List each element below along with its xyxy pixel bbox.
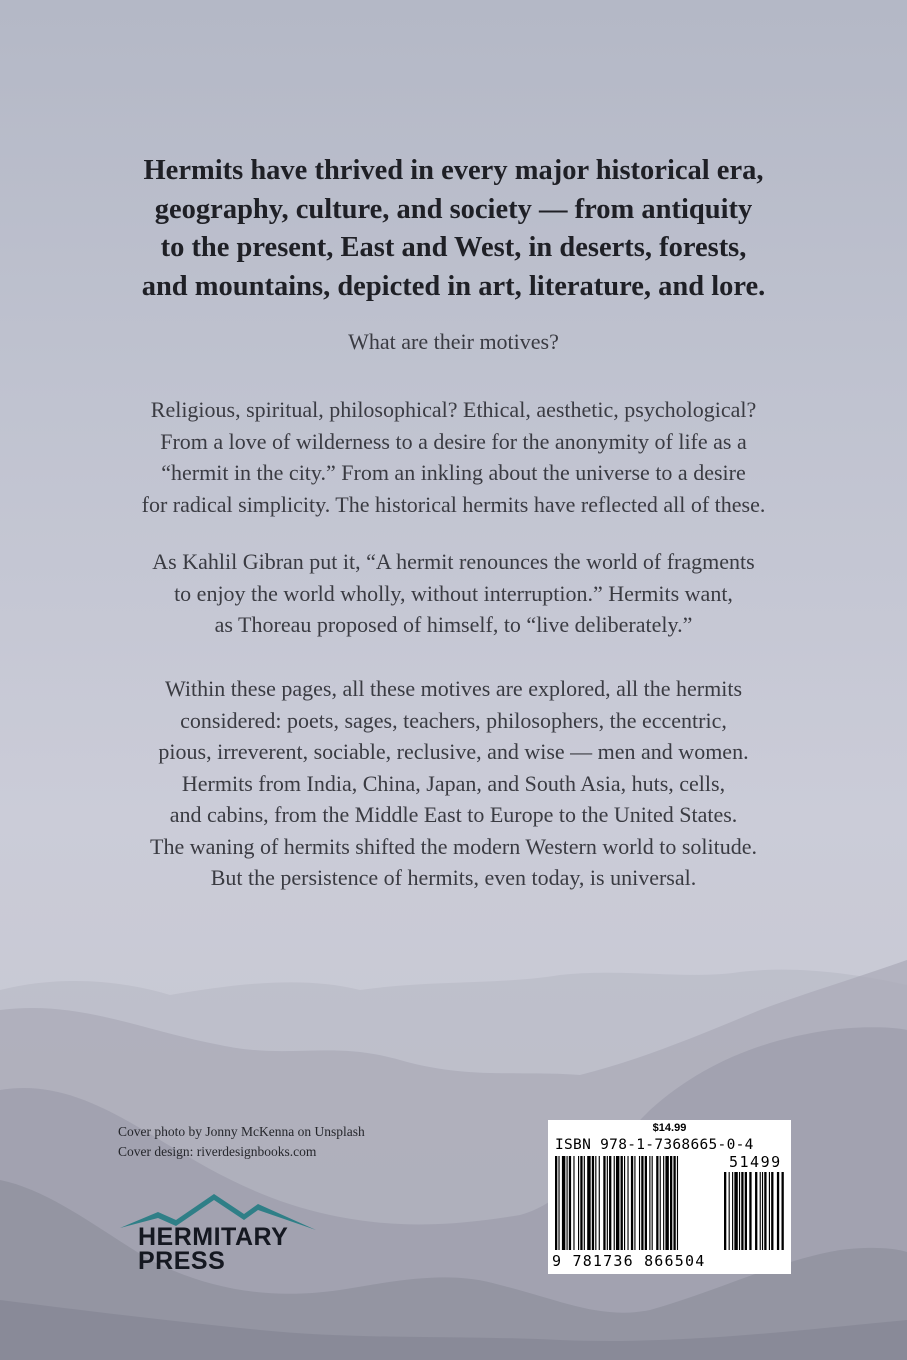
publisher-name-line2: PRESS xyxy=(138,1247,226,1275)
barcode-bar xyxy=(562,1156,565,1250)
headline-line: and mountains, depicted in art, literature, and lore. xyxy=(141,270,766,302)
barcode-bar xyxy=(578,1156,579,1250)
addon-bar xyxy=(749,1172,751,1250)
headline-line: geography, culture, and society — from antiquity xyxy=(154,193,753,225)
barcode-bar xyxy=(670,1156,672,1250)
barcode-bar xyxy=(652,1156,653,1250)
paragraph-line: to enjoy the world wholly, without interruption.” Hermits want, xyxy=(174,580,733,606)
addon-number: 51499 xyxy=(729,1153,782,1171)
price: $14.99 xyxy=(652,1122,687,1134)
paragraph-line: for radical simplicity. The historical hermits have reflected all of these. xyxy=(141,491,766,517)
barcode-bar xyxy=(584,1156,585,1250)
paragraph-gibran xyxy=(50,546,857,641)
addon-bar xyxy=(745,1172,747,1250)
barcode-bar xyxy=(592,1156,594,1250)
paragraph-line: From a love of wilderness to a desire for the anonymity of life as a xyxy=(160,428,747,454)
addon-bar xyxy=(764,1172,766,1250)
addon-bar xyxy=(739,1172,740,1250)
barcode-bar xyxy=(665,1156,668,1250)
paragraph-within xyxy=(50,673,857,894)
isbn-barcode xyxy=(548,1120,791,1274)
addon-bar xyxy=(769,1172,770,1250)
isbn-label: ISBN 978-1-7368665-0-4 xyxy=(555,1137,754,1153)
barcode-bar xyxy=(607,1156,608,1250)
barcode-bar xyxy=(573,1156,574,1250)
barcode-bar xyxy=(649,1156,650,1250)
paragraph-line: Within these pages, all these motives are explored, all the hermits xyxy=(164,676,743,701)
addon-bar xyxy=(760,1172,761,1250)
barcode-bar xyxy=(567,1156,568,1250)
design-credit: Cover design: riverdesignbooks.com xyxy=(118,1144,317,1159)
barcode-bar xyxy=(558,1156,559,1250)
headline-line: Hermits have thrived in every major historical era, xyxy=(143,155,764,186)
barcode-bar xyxy=(677,1156,678,1250)
barcode-bar xyxy=(645,1156,647,1250)
addon-bar xyxy=(755,1172,757,1250)
barcode-bar xyxy=(639,1156,640,1250)
addon-bar xyxy=(777,1172,779,1250)
question: What are their motives? xyxy=(348,329,559,354)
barcode-bar xyxy=(624,1156,625,1250)
barcode-bar xyxy=(673,1156,675,1250)
barcode-bar xyxy=(580,1156,582,1250)
barcode-bar xyxy=(609,1156,611,1250)
barcode-bar xyxy=(603,1156,605,1250)
barcode-bar xyxy=(641,1156,643,1250)
paragraph-line: pious, irreverent, sociable, reclusive, and wise — men and women. xyxy=(158,739,749,764)
barcode-bar xyxy=(634,1156,635,1250)
barcode-bar xyxy=(614,1156,615,1250)
paragraph-line: considered: poets, sages, teachers, philosophers, the eccentric, xyxy=(180,707,727,733)
cover-credits xyxy=(118,1122,365,1162)
addon-bar xyxy=(729,1172,730,1250)
headline xyxy=(60,152,847,306)
photo-credit: Cover photo by Jonny McKenna on Unsplash xyxy=(118,1124,365,1139)
barcode-bar xyxy=(631,1156,633,1250)
addon-bar xyxy=(724,1172,726,1250)
barcode-bar xyxy=(599,1156,600,1250)
headline-line: to the present, East and West, in deserts, forests, xyxy=(160,232,747,263)
paragraph-motives xyxy=(50,394,857,520)
addon-bar xyxy=(732,1172,733,1250)
paragraph-line: “hermit in the city.” From an inkling about the universe to a desire xyxy=(161,460,746,485)
paragraph-line: as Thoreau proposed of himself, to “live deliberately.” xyxy=(214,612,693,637)
addon-bar xyxy=(771,1172,773,1250)
addon-bar xyxy=(741,1172,743,1250)
barcode-bar xyxy=(587,1156,590,1250)
paragraph-line: Hermits from India, China, Japan, and South Asia, huts, cells, xyxy=(181,770,726,796)
addon-bar xyxy=(762,1172,763,1250)
paragraph-line: The waning of hermits shifted the modern Western world to solitude. xyxy=(150,833,757,859)
barcode-bar xyxy=(663,1156,664,1250)
barcode-bar xyxy=(621,1156,623,1250)
paragraph-line: But the persistence of hermits, even today, is universal. xyxy=(210,865,697,890)
addon-bar xyxy=(734,1172,737,1250)
barcode-digits: 9 781736 866504 xyxy=(552,1252,706,1270)
paragraph-line: Religious, spiritual, philosophical? Ethical, aesthetic, psychological? xyxy=(150,397,757,422)
paragraph-line: As Kahlil Gibran put it, “A hermit renounces the world of fragments xyxy=(152,549,755,574)
barcode-bar xyxy=(656,1156,658,1250)
barcode-bars xyxy=(548,1120,791,1274)
barcode-bar xyxy=(616,1156,619,1250)
barcode-bar xyxy=(595,1156,596,1250)
publisher-name-line1: HERMITARY xyxy=(138,1223,289,1251)
barcode-bar xyxy=(627,1156,628,1250)
barcode-bar xyxy=(569,1156,571,1250)
barcode-bar xyxy=(660,1156,661,1250)
paragraph-line: and cabins, from the Middle East to Europe to the United States. xyxy=(169,802,738,827)
publisher-logo xyxy=(118,1190,318,1280)
barcode-bar xyxy=(555,1156,557,1250)
addon-bar xyxy=(782,1172,784,1250)
